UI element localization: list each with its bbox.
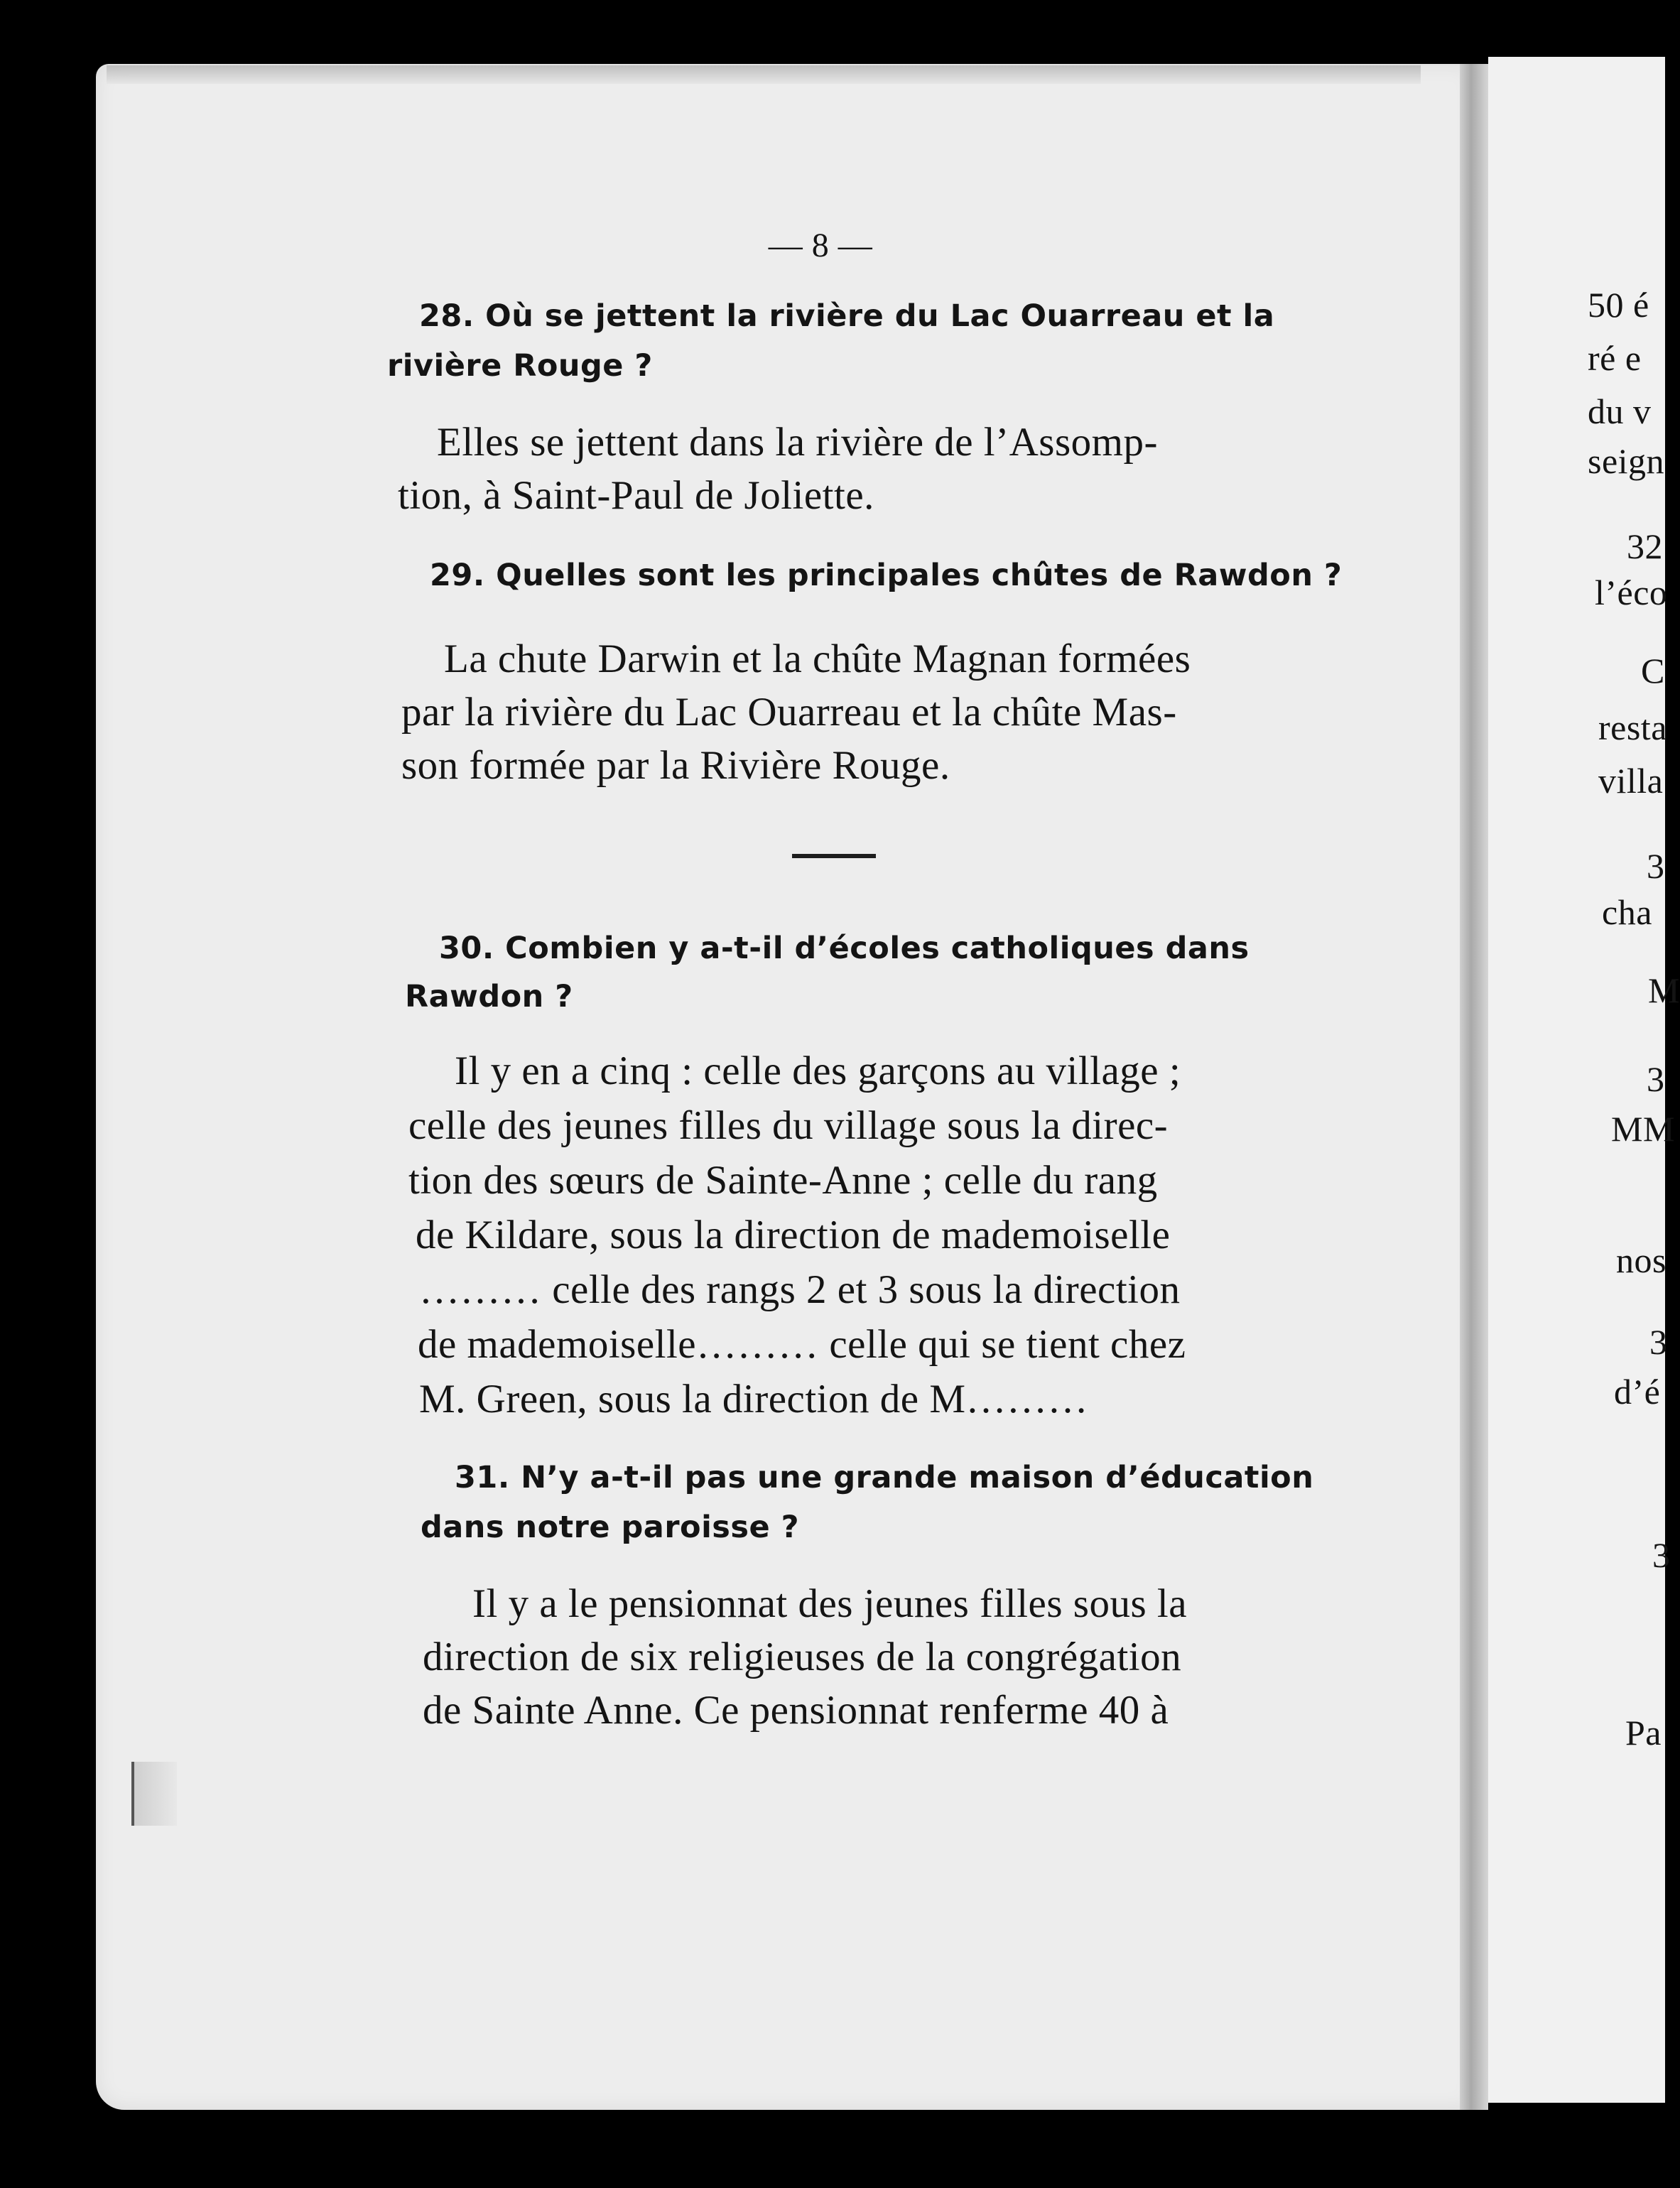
page-number: — 8 —: [768, 227, 873, 264]
question-28-line-1: 28. Où se jettent la rivière du Lac Ouarreau et la: [419, 298, 1275, 334]
section-divider: [792, 854, 876, 858]
answer-30-line-1: Il y en a cinq : celle des garçons au village ;: [455, 1049, 1181, 1093]
right-fragment-3: du v: [1588, 391, 1652, 431]
book-gutter: [1460, 64, 1488, 2110]
question-30-line-2: Rawdon ?: [405, 979, 573, 1014]
question-31-line-2: dans notre paroisse ?: [421, 1510, 800, 1545]
answer-30-line-2: celle des jeunes filles du village sous la direc-: [408, 1103, 1169, 1148]
answer-30-line-7: M. Green, sous la direction de M………: [419, 1377, 1088, 1421]
right-fragment-10: 3: [1647, 846, 1665, 886]
answer-28-line-1: Elles se jettent dans la rivière de l’Assomp-: [437, 420, 1158, 465]
right-fragment-15: nos: [1616, 1240, 1667, 1280]
page-top-edge: [107, 65, 1421, 84]
answer-31-line-1: Il y a le pensionnat des jeunes filles sous la: [472, 1581, 1188, 1626]
right-fragment-6: l’éco: [1595, 573, 1668, 612]
right-fragment-14: MM: [1611, 1109, 1675, 1149]
answer-28-line-2: tion, à Saint-Paul de Joliette.: [398, 473, 874, 518]
answer-31-line-3: de Sainte Anne. Ce pensionnat renferme 40 à: [423, 1688, 1169, 1733]
binding-strip: [131, 1762, 177, 1826]
answer-30-line-6: de mademoiselle……… celle qui se tient chez: [418, 1322, 1186, 1367]
answer-30-line-3: tion des sœurs de Sainte-Anne ; celle du rang: [408, 1158, 1158, 1203]
answer-30-line-4: de Kildare, sous la direction de mademoiselle: [416, 1213, 1171, 1257]
right-fragment-2: ré e: [1588, 338, 1642, 378]
right-fragment-1: 50 é: [1588, 285, 1649, 325]
answer-30-line-5: ……… celle des rangs 2 et 3 sous la direction: [419, 1267, 1181, 1312]
answer-31-line-2: direction de six religieuses de la congrégation: [423, 1635, 1182, 1679]
question-29-line-1: 29. Quelles sont les principales chûtes de Rawdon ?: [430, 558, 1343, 593]
right-fragment-9: villa: [1598, 761, 1664, 801]
right-fragment-18: 3: [1652, 1535, 1671, 1575]
right-fragment-12: M: [1648, 970, 1680, 1010]
right-fragment-4: seign: [1588, 441, 1665, 481]
right-fragment-19: Pa: [1625, 1713, 1662, 1753]
question-28-line-2: rivière Rouge ?: [387, 348, 653, 384]
right-fragment-11: cha: [1602, 892, 1652, 932]
right-fragment-8: resta: [1598, 708, 1667, 747]
right-fragment-17: d’é: [1614, 1372, 1661, 1412]
answer-29-line-1: La chute Darwin et la chûte Magnan formées: [444, 637, 1191, 681]
right-fragment-16: 3: [1649, 1322, 1668, 1362]
question-31-line-1: 31. N’y a-t-il pas une grande maison d’éducation: [455, 1460, 1314, 1495]
answer-29-line-3: son formée par la Rivière Rouge.: [401, 743, 950, 788]
answer-29-line-2: par la rivière du Lac Ouarreau et la chûte Mas-: [401, 690, 1177, 735]
right-fragment-13: 3: [1647, 1059, 1665, 1099]
right-fragment-5: 32: [1627, 526, 1663, 566]
question-30-line-1: 30. Combien y a-t-il d’écoles catholiques dans: [439, 931, 1250, 966]
right-fragment-7: C: [1641, 651, 1665, 690]
